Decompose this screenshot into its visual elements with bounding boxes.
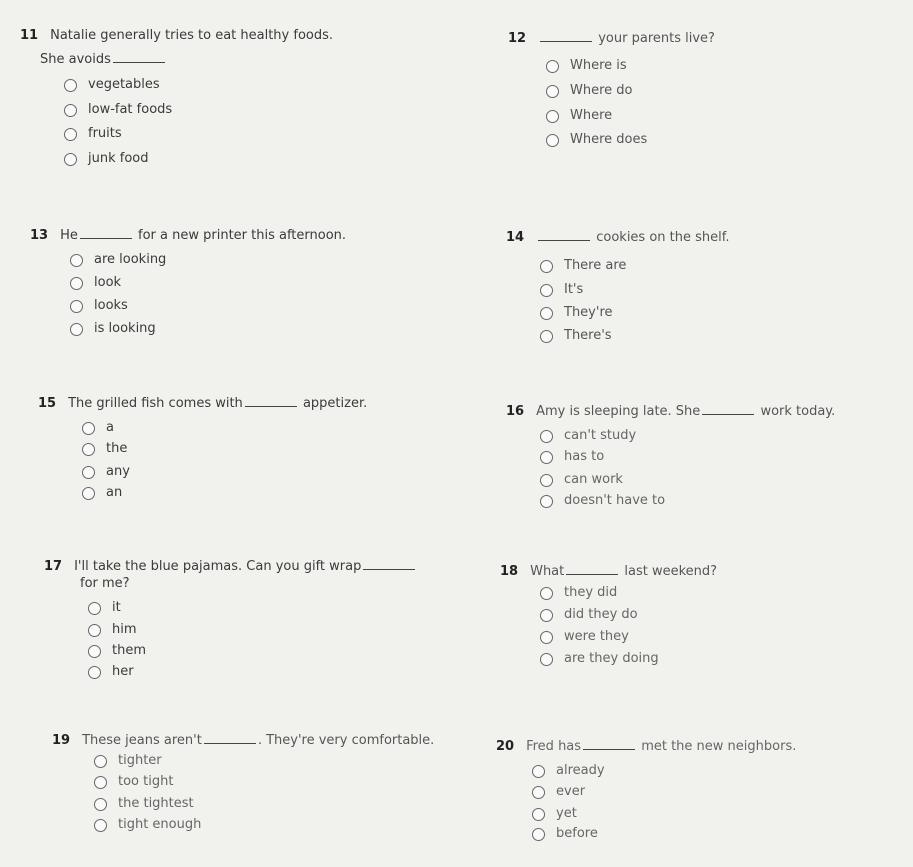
question-16	[506, 402, 835, 421]
radio-button[interactable]	[82, 422, 95, 435]
option[interactable]	[64, 151, 149, 167]
question-number: 20	[496, 739, 515, 754]
radio-button[interactable]	[94, 798, 107, 811]
radio-button[interactable]	[82, 443, 95, 456]
radio-button[interactable]	[540, 609, 553, 622]
radio-button[interactable]	[532, 828, 545, 841]
option-label: ever	[556, 784, 586, 799]
radio-button[interactable]	[540, 284, 553, 297]
option-label: can work	[564, 472, 623, 487]
answer-blank	[540, 29, 592, 42]
question-11-line2	[40, 50, 167, 69]
radio-button[interactable]	[70, 323, 83, 336]
radio-button[interactable]	[82, 487, 95, 500]
question-number: 18	[500, 564, 519, 579]
option-label: are they doing	[564, 651, 659, 666]
option[interactable]	[94, 774, 173, 790]
question-number: 19	[52, 733, 71, 748]
radio-button[interactable]	[546, 85, 559, 98]
option-label: is looking	[94, 321, 156, 336]
radio-button[interactable]	[532, 808, 545, 821]
question-number: 14	[506, 230, 525, 245]
option[interactable]	[546, 132, 647, 148]
radio-button[interactable]	[540, 587, 553, 600]
question-text-line2: She avoids	[40, 52, 111, 67]
option-label: They're	[564, 305, 613, 320]
question-18	[500, 562, 717, 581]
option[interactable]	[540, 651, 659, 667]
radio-button[interactable]	[94, 776, 107, 789]
option[interactable]	[82, 420, 114, 436]
question-text: I'll take the blue pajamas. Can you gift wrap	[74, 559, 362, 574]
radio-button[interactable]	[546, 134, 559, 147]
radio-button[interactable]	[70, 300, 83, 313]
option-label: the tightest	[118, 796, 194, 811]
question-text-before: These jeans aren't	[82, 733, 202, 748]
radio-button[interactable]	[64, 128, 77, 141]
option-label: junk food	[88, 151, 149, 166]
option[interactable]	[82, 485, 122, 501]
option[interactable]	[64, 102, 172, 118]
option-label: has to	[564, 449, 605, 464]
option-label: her	[112, 664, 134, 679]
question-20	[496, 737, 796, 756]
question-11	[20, 27, 333, 45]
answer-blank	[583, 737, 635, 750]
option-label: before	[556, 826, 598, 841]
radio-button[interactable]	[64, 153, 77, 166]
option[interactable]	[88, 664, 134, 680]
option-label: There are	[564, 258, 627, 273]
option-label: Where do	[570, 83, 633, 98]
option-label: vegetables	[88, 77, 160, 92]
option-label: were they	[564, 629, 629, 644]
option[interactable]	[540, 282, 583, 298]
option[interactable]	[540, 472, 623, 488]
radio-button[interactable]	[88, 666, 101, 679]
question-text-after: met the new neighbors.	[641, 739, 797, 754]
option-label: doesn't have to	[564, 493, 666, 508]
option[interactable]	[70, 275, 121, 291]
question-text-after: work today.	[760, 404, 836, 419]
option[interactable]	[94, 817, 201, 833]
answer-blank	[566, 562, 618, 575]
radio-button[interactable]	[94, 819, 107, 832]
option-label: Where is	[570, 58, 627, 73]
option-label: the	[106, 441, 128, 456]
question-19	[52, 731, 434, 750]
option[interactable]	[532, 826, 598, 842]
question-text: Natalie generally tries to eat healthy foods.	[50, 28, 334, 43]
option[interactable]	[540, 328, 612, 344]
answer-blank	[363, 557, 415, 570]
option[interactable]	[546, 83, 633, 99]
radio-button[interactable]	[88, 645, 101, 658]
radio-button[interactable]	[70, 254, 83, 267]
option[interactable]	[546, 58, 627, 74]
option[interactable]	[540, 449, 604, 465]
option[interactable]	[540, 607, 638, 623]
option[interactable]	[70, 321, 156, 337]
option-label: too tight	[118, 774, 174, 789]
question-text-before: He	[60, 228, 78, 243]
answer-blank	[113, 50, 165, 63]
option[interactable]	[82, 441, 127, 457]
option[interactable]	[64, 126, 122, 142]
option-label: It's	[564, 282, 584, 297]
option[interactable]	[532, 806, 577, 822]
radio-button[interactable]	[540, 330, 553, 343]
option-label: any	[106, 464, 130, 479]
question-text-before: The grilled fish comes with	[68, 396, 243, 411]
answer-blank	[80, 226, 132, 239]
question-text-after: . They're very comfortable.	[257, 733, 435, 748]
option[interactable]	[82, 464, 130, 480]
option-label: Where does	[570, 132, 648, 147]
option-label: looks	[94, 298, 128, 313]
radio-button[interactable]	[540, 260, 553, 273]
answer-blank	[702, 402, 754, 415]
option[interactable]	[532, 784, 585, 800]
question-text-after: last weekend?	[624, 564, 718, 579]
option-label: it	[112, 600, 121, 615]
option-label: them	[112, 643, 146, 658]
option-label: There's	[564, 328, 612, 343]
question-number: 15	[38, 396, 57, 411]
radio-button[interactable]	[94, 755, 107, 768]
option-label: are looking	[94, 252, 167, 267]
option-label: look	[94, 275, 122, 290]
option[interactable]	[88, 622, 137, 638]
option-label: low-fat foods	[88, 102, 173, 117]
option-label: tighter	[118, 753, 162, 768]
question-number: 13	[30, 228, 49, 243]
question-text-after: for a new printer this afternoon.	[138, 228, 347, 243]
question-17	[44, 557, 417, 576]
option[interactable]	[94, 796, 194, 812]
question-text-line2: for me?	[80, 576, 130, 591]
radio-button[interactable]	[540, 451, 553, 464]
radio-button[interactable]	[532, 786, 545, 799]
radio-button[interactable]	[532, 765, 545, 778]
question-text: your parents live?	[598, 31, 715, 46]
question-14	[506, 228, 730, 247]
question-text: cookies on the shelf.	[596, 230, 730, 245]
answer-blank	[245, 394, 297, 407]
option[interactable]	[88, 643, 146, 659]
question-text-before: What	[530, 564, 565, 579]
option[interactable]	[94, 753, 162, 769]
option[interactable]	[540, 493, 665, 509]
question-number: 11	[20, 28, 39, 43]
radio-button[interactable]	[88, 624, 101, 637]
radio-button[interactable]	[540, 653, 553, 666]
option[interactable]	[88, 600, 121, 616]
radio-button[interactable]	[546, 110, 559, 123]
option-label: can't study	[564, 428, 637, 443]
option[interactable]	[540, 585, 617, 601]
radio-button[interactable]	[540, 631, 553, 644]
answer-blank	[538, 228, 590, 241]
answer-blank	[204, 731, 256, 744]
question-number: 17	[44, 559, 63, 574]
question-number: 12	[508, 31, 527, 46]
option-label: Where	[570, 108, 613, 123]
option[interactable]	[64, 77, 160, 93]
option[interactable]	[70, 252, 166, 268]
question-number: 16	[506, 404, 525, 419]
option[interactable]	[546, 108, 612, 124]
option[interactable]	[532, 763, 605, 779]
radio-button[interactable]	[546, 60, 559, 73]
radio-button[interactable]	[540, 307, 553, 320]
option-label: tight enough	[118, 817, 202, 832]
radio-button[interactable]	[540, 474, 553, 487]
question-15	[38, 394, 367, 413]
option-label: yet	[556, 806, 577, 821]
option-label: an	[106, 485, 123, 500]
radio-button[interactable]	[88, 602, 101, 615]
radio-button[interactable]	[64, 79, 77, 92]
question-17-line2	[80, 575, 130, 593]
radio-button[interactable]	[82, 466, 95, 479]
option-label: him	[112, 622, 137, 637]
radio-button[interactable]	[540, 430, 553, 443]
radio-button[interactable]	[540, 495, 553, 508]
radio-button[interactable]	[64, 104, 77, 117]
option[interactable]	[540, 305, 613, 321]
option[interactable]	[540, 428, 636, 444]
question-12	[508, 29, 715, 48]
question-text-before: Amy is sleeping late. She	[536, 404, 701, 419]
option-label: a	[106, 420, 114, 435]
option-label: did they do	[564, 607, 638, 622]
option-label: already	[556, 763, 605, 778]
option-label: they did	[564, 585, 618, 600]
option[interactable]	[540, 629, 629, 645]
question-13	[30, 226, 346, 245]
question-text-after: appetizer.	[302, 396, 368, 411]
radio-button[interactable]	[70, 277, 83, 290]
option[interactable]	[70, 298, 128, 314]
question-text-before: Fred has	[526, 739, 582, 754]
option-label: fruits	[88, 126, 122, 141]
option[interactable]	[540, 258, 626, 274]
